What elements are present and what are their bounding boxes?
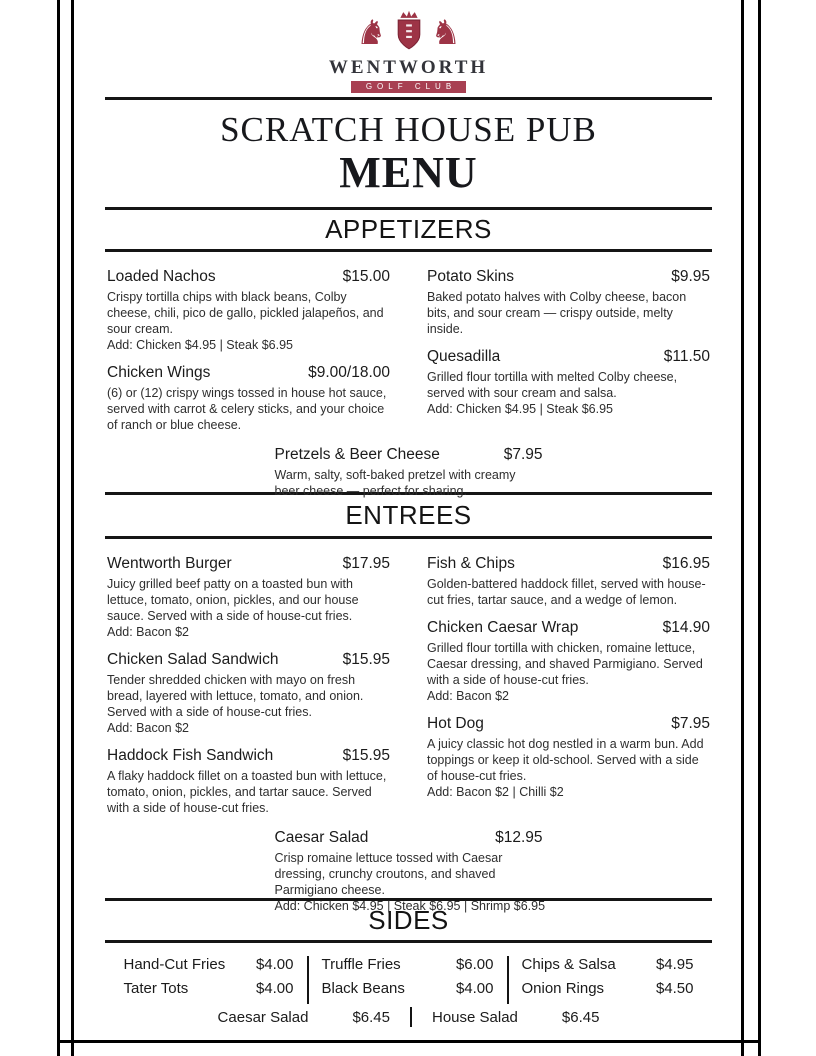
item-name: Quesadilla bbox=[427, 348, 501, 365]
side-item-price: $6.00 bbox=[455, 956, 494, 973]
side-item bbox=[412, 1009, 619, 1026]
menu-item bbox=[427, 268, 710, 337]
frame-line-right-inner bbox=[741, 0, 744, 1056]
entrees-right-column bbox=[427, 555, 710, 827]
heraldic-supporter-left-icon: ♞ bbox=[356, 13, 387, 53]
side-item-name: House Salad bbox=[431, 1008, 518, 1026]
heraldic-supporter-right-icon: ♞ bbox=[430, 13, 461, 53]
item-price: $15.95 bbox=[342, 651, 390, 668]
shield-icon bbox=[387, 10, 431, 56]
menu-item bbox=[107, 555, 390, 640]
brand-tagline: GOLF CLUB bbox=[351, 81, 466, 93]
menu-title: SCRATCH HOUSE PUB bbox=[220, 110, 597, 150]
item-description: Crispy tortilla chips with black beans, Colby cheese, chili, pico de gallo, pickled jalapeños, and sour cream. bbox=[107, 290, 384, 336]
frame-line-right-outer bbox=[758, 0, 761, 1056]
item-name: Chicken Caesar Wrap bbox=[427, 619, 579, 636]
menu-item bbox=[107, 651, 390, 736]
appetizers-right-column bbox=[427, 268, 710, 444]
item-name: Loaded Nachos bbox=[107, 268, 216, 285]
side-item-price: $6.45 bbox=[561, 1008, 600, 1026]
frame-line-left-outer bbox=[57, 0, 60, 1056]
menu-item bbox=[427, 555, 710, 608]
menu-subtitle: MENU bbox=[339, 147, 478, 197]
frame-line-bottom bbox=[57, 1040, 761, 1043]
item-price: $17.95 bbox=[342, 555, 390, 572]
side-item bbox=[522, 956, 694, 980]
side-item bbox=[322, 956, 494, 980]
item-description: A flaky haddock fillet on a toasted bun with lettuce, tomato, onion, pickles, and tartar sauce. Served with a side of house-cut fries. bbox=[107, 769, 387, 815]
item-price: $14.90 bbox=[662, 619, 710, 636]
side-item bbox=[124, 956, 294, 980]
item-price: $15.95 bbox=[342, 747, 390, 764]
side-item-name: Caesar Salad bbox=[217, 1008, 309, 1026]
sides-column bbox=[507, 956, 707, 1004]
side-item-name: Hand-Cut Fries bbox=[123, 956, 226, 973]
item-description: Warm, salty, soft-baked pretzel with creamy beer cheese — perfect for sharing. bbox=[274, 468, 516, 498]
item-description: Juicy grilled beef patty on a toasted bun with lettuce, tomato, onion, pickles, and our house sauce. Served with a side of house-cut fries. bbox=[107, 577, 359, 623]
item-name: Potato Skins bbox=[427, 268, 515, 285]
item-name: Hot Dog bbox=[427, 715, 484, 732]
frame-line-left-inner bbox=[71, 0, 74, 1056]
item-addons: Add: Chicken $4.95 | Steak $6.95 bbox=[427, 402, 614, 416]
item-description: Grilled flour tortilla with melted Colby cheese, served with sour cream and salsa. bbox=[427, 370, 678, 400]
item-description: Tender shredded chicken with mayo on fresh bread, layered with lettuce, tomato, and onion. Served with a side of house-cut fries. bbox=[107, 673, 364, 719]
entrees-left-column bbox=[107, 555, 390, 827]
section-heading-appetizers: APPETIZERS bbox=[325, 214, 492, 244]
item-price: $15.00 bbox=[342, 268, 390, 285]
side-item bbox=[322, 980, 494, 1004]
side-item-price: $4.00 bbox=[455, 980, 494, 997]
item-price: $9.00/18.00 bbox=[308, 364, 390, 381]
side-item-name: Truffle Fries bbox=[321, 956, 401, 973]
section-heading-entrees: ENTREES bbox=[345, 500, 472, 530]
sides-section bbox=[105, 943, 712, 1040]
side-item bbox=[198, 1009, 410, 1026]
side-item-name: Onion Rings bbox=[521, 980, 605, 997]
item-name: Haddock Fish Sandwich bbox=[107, 747, 274, 764]
sides-column bbox=[307, 956, 507, 1004]
menu-item bbox=[427, 348, 710, 417]
item-addons: Add: Bacon $2 bbox=[107, 721, 190, 735]
item-price: $11.50 bbox=[663, 348, 710, 365]
item-addons: Add: Bacon $2 | Chilli $2 bbox=[427, 785, 564, 799]
side-item-name: Chips & Salsa bbox=[521, 956, 616, 973]
item-description: (6) or (12) crispy wings tossed in house hot sauce, served with carrot & celery sticks, and your choice of ranch or blue cheese. bbox=[107, 386, 387, 432]
item-name: Wentworth Burger bbox=[107, 555, 232, 572]
item-price: $12.95 bbox=[495, 829, 543, 846]
item-description: A juicy classic hot dog nestled in a warm bun. Add toppings or keep it old-school. Served with a side of house-cut fries. bbox=[427, 737, 704, 783]
section-heading-sides: SIDES bbox=[368, 905, 449, 935]
item-name: Fish & Chips bbox=[427, 555, 515, 572]
item-name: Chicken Salad Sandwich bbox=[107, 651, 279, 668]
menu-page bbox=[105, 0, 712, 1040]
title-block bbox=[105, 100, 712, 207]
sides-bottom-row bbox=[105, 1007, 712, 1027]
side-item bbox=[522, 980, 694, 1004]
side-item-price: $6.45 bbox=[352, 1008, 390, 1026]
club-logo bbox=[105, 0, 712, 97]
sides-column bbox=[111, 956, 307, 1004]
side-item-price: $4.00 bbox=[255, 980, 294, 997]
item-price: $7.95 bbox=[671, 715, 710, 732]
menu-item bbox=[107, 268, 390, 353]
item-description: Baked potato halves with Colby cheese, bacon bits, and sour cream — crispy outside, melty inside. bbox=[427, 290, 687, 336]
item-addons: Add: Chicken $4.95 | Steak $6.95 | Shrimp $6.95 bbox=[274, 899, 546, 913]
appetizers-section bbox=[105, 252, 712, 498]
item-price: $7.95 bbox=[503, 446, 543, 463]
side-item-name: Tater Tots bbox=[123, 980, 189, 997]
menu-item bbox=[427, 715, 710, 800]
appetizers-left-column bbox=[107, 268, 390, 444]
menu-item bbox=[427, 619, 710, 704]
side-item bbox=[124, 980, 294, 1004]
item-description: Grilled flour tortilla with chicken, romaine lettuce, Caesar dressing, and shaved Parmigiano. Served with a side of house-cut fries. bbox=[427, 641, 703, 687]
side-item-price: $4.50 bbox=[655, 980, 694, 997]
item-description: Golden-battered haddock fillet, served with house-cut fries, tartar sauce, and a wedge of lemon. bbox=[427, 577, 706, 607]
item-name: Chicken Wings bbox=[107, 364, 211, 381]
item-price: $9.95 bbox=[671, 268, 710, 285]
menu-item-featured bbox=[274, 829, 546, 914]
entrees-section bbox=[105, 539, 712, 913]
side-item-name: Black Beans bbox=[321, 980, 405, 997]
item-addons: Add: Bacon $2 bbox=[107, 625, 190, 639]
menu-item bbox=[107, 747, 390, 816]
item-addons: Add: Chicken $4.95 | Steak $6.95 bbox=[107, 338, 294, 352]
item-price: $16.95 bbox=[662, 555, 710, 572]
item-name: Caesar Salad bbox=[274, 829, 369, 846]
menu-item bbox=[107, 364, 390, 433]
item-name: Pretzels & Beer Cheese bbox=[274, 446, 440, 463]
brand-name: WENTWORTH bbox=[328, 57, 489, 78]
item-addons: Add: Bacon $2 bbox=[427, 689, 510, 703]
item-description: Crisp romaine lettuce tossed with Caesar dressing, crunchy croutons, and shaved Parmigiano cheese. bbox=[274, 851, 503, 897]
side-item-price: $4.00 bbox=[255, 956, 294, 973]
crest-icon bbox=[356, 10, 461, 56]
side-item-price: $4.95 bbox=[655, 956, 694, 973]
